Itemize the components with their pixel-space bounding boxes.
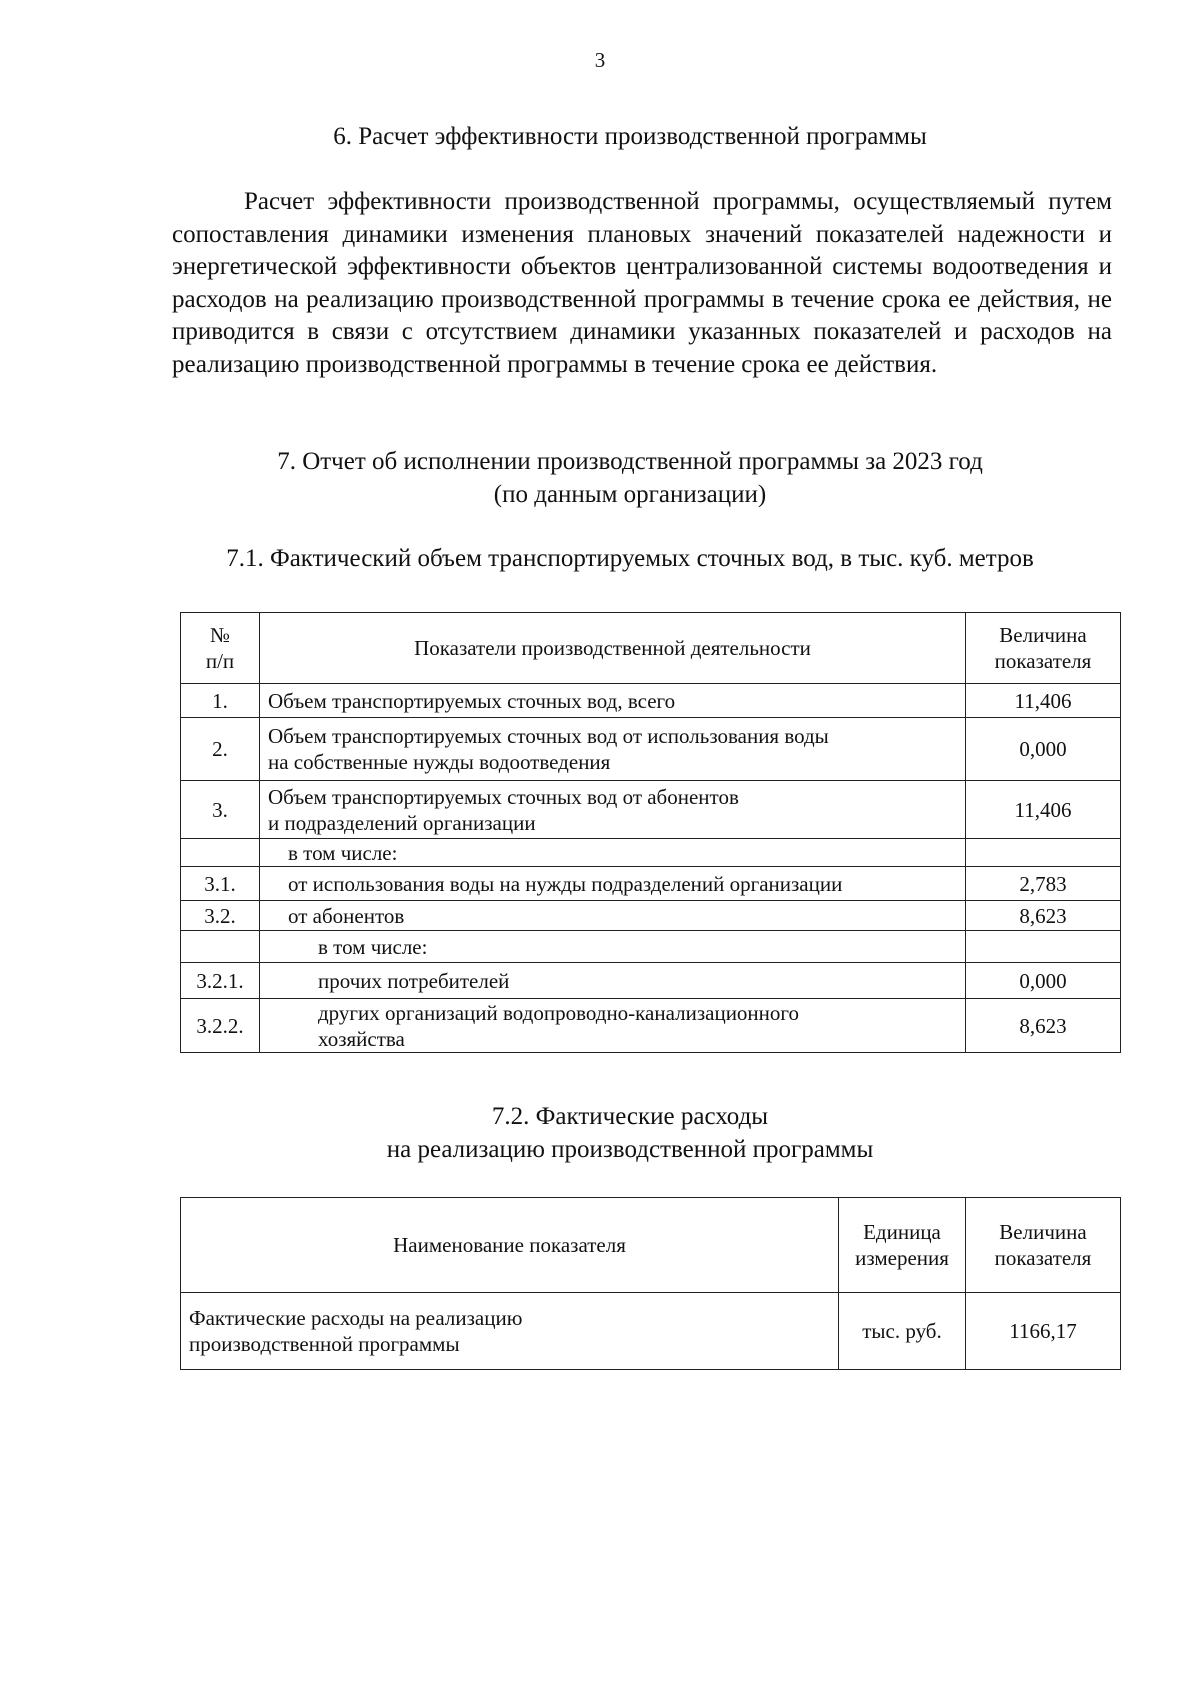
- row-value: 8,623: [966, 999, 1121, 1053]
- row-indicator: Объем транспортируемых сточных вод, всего: [260, 684, 966, 718]
- header-value-line1: Величина: [999, 623, 1087, 647]
- table-row: [181, 839, 1121, 867]
- header-num-line1: №: [209, 623, 231, 647]
- section-6-paragraph: Расчет эффективности производственной программы, осуществляемый путем сопоставления динамики изменения плановых значений показателей надежности и энергетической эффективности объектов централизованной системы водоотведения и расходов на реализацию производственной программы в течение срока ее действия, не приводится в связи с отсутствием динамики указанных показателей и расходов на реализацию производственной программы в течение срока ее действия.: [172, 188, 1112, 378]
- header-value: [966, 613, 1121, 684]
- table-2-caption-line1: 7.2. Фактические расходы: [491, 1103, 769, 1130]
- table-row: [181, 684, 1121, 718]
- row-name-line2: производственной программы: [189, 1332, 460, 1356]
- table-row: [181, 999, 1121, 1053]
- header-value: [966, 1198, 1121, 1293]
- row-value: 8,623: [966, 901, 1121, 931]
- header-unit-line1: Единица: [863, 1220, 941, 1244]
- row-value: [966, 839, 1121, 867]
- table-row: [181, 931, 1121, 963]
- row-indicator-line1: других организаций водопроводно-канализационного: [318, 1000, 800, 1025]
- header-value-line1: Величина: [999, 1220, 1087, 1244]
- table-row: [181, 781, 1121, 839]
- row-indicator-line1: Объем транспортируемых сточных вод от абонентов: [268, 784, 739, 809]
- table-row: [181, 867, 1121, 901]
- table-1-caption: 7.1. Фактический объем транспортируемых сточных вод, в тыс. куб. метров: [226, 545, 1034, 572]
- row-indicator: в том числе:: [260, 839, 966, 867]
- table-2-caption: [30, 1100, 1200, 1166]
- row-value: [966, 931, 1121, 963]
- row-indicator: от абонентов: [260, 901, 966, 931]
- row-value: 11,406: [966, 684, 1121, 718]
- header-num-line2: п/п: [205, 649, 235, 673]
- row-name-line1: Фактические расходы на реализацию: [189, 1306, 523, 1330]
- table-header-row: [181, 1198, 1121, 1293]
- row-name: [181, 1293, 839, 1370]
- row-indicator: [260, 781, 966, 839]
- table-row: [181, 901, 1121, 931]
- header-value-line2: показателя: [994, 1246, 1092, 1270]
- row-num: 2.: [181, 718, 260, 781]
- row-num: 3.2.1.: [181, 963, 260, 999]
- section-7-title: [30, 445, 1200, 511]
- table-2-caption-line2: на реализацию производственной программы: [386, 1136, 874, 1163]
- program-costs-table: [180, 1197, 1121, 1370]
- row-indicator: прочих потребителей: [260, 963, 966, 999]
- page-number: 3: [594, 48, 606, 72]
- table-row: [181, 963, 1121, 999]
- row-num: [181, 839, 260, 867]
- row-indicator: [260, 718, 966, 781]
- section-7-title-line1: 7. Отчет об исполнении производственной программы за 2023 год: [277, 448, 983, 475]
- row-num: 3.2.2.: [181, 999, 260, 1053]
- row-num: [181, 931, 260, 963]
- row-indicator: в том числе:: [260, 931, 966, 963]
- row-value: 11,406: [966, 781, 1121, 839]
- row-num: 1.: [181, 684, 260, 718]
- row-num: 3.1.: [181, 867, 260, 901]
- header-name: Наименование показателя: [181, 1198, 839, 1293]
- row-indicator: [260, 999, 966, 1053]
- section-6-title: 6. Расчет эффективности производственной программы: [333, 123, 927, 150]
- row-num: 3.2.: [181, 901, 260, 931]
- row-indicator-line2: и подразделений организации: [268, 810, 536, 835]
- header-unit-line2: измерения: [855, 1246, 949, 1270]
- header-value-line2: показателя: [994, 649, 1092, 673]
- row-num: 3.: [181, 781, 260, 839]
- row-value: 1166,17: [966, 1293, 1121, 1370]
- row-indicator-line2: на собственные нужды водоотведения: [268, 750, 611, 774]
- section-7-title-line2: (по данным организации): [493, 481, 767, 508]
- wastewater-volume-table: [180, 612, 1121, 1053]
- row-indicator: от использования воды на нужды подразделений организации: [260, 867, 966, 901]
- row-indicator-line1: Объем транспортируемых сточных вод от использования воды: [268, 724, 829, 748]
- row-value: 0,000: [966, 963, 1121, 999]
- header-num: [181, 613, 260, 684]
- row-indicator-line2: хозяйства: [318, 1026, 405, 1051]
- header-indicator: Показатели производственной деятельности: [260, 613, 966, 684]
- header-unit: [839, 1198, 966, 1293]
- table-row: [181, 1293, 1121, 1370]
- row-value: 2,783: [966, 867, 1121, 901]
- row-unit: тыс. руб.: [839, 1293, 966, 1370]
- table-header-row: [181, 613, 1121, 684]
- row-value: 0,000: [966, 718, 1121, 781]
- table-row: [181, 718, 1121, 781]
